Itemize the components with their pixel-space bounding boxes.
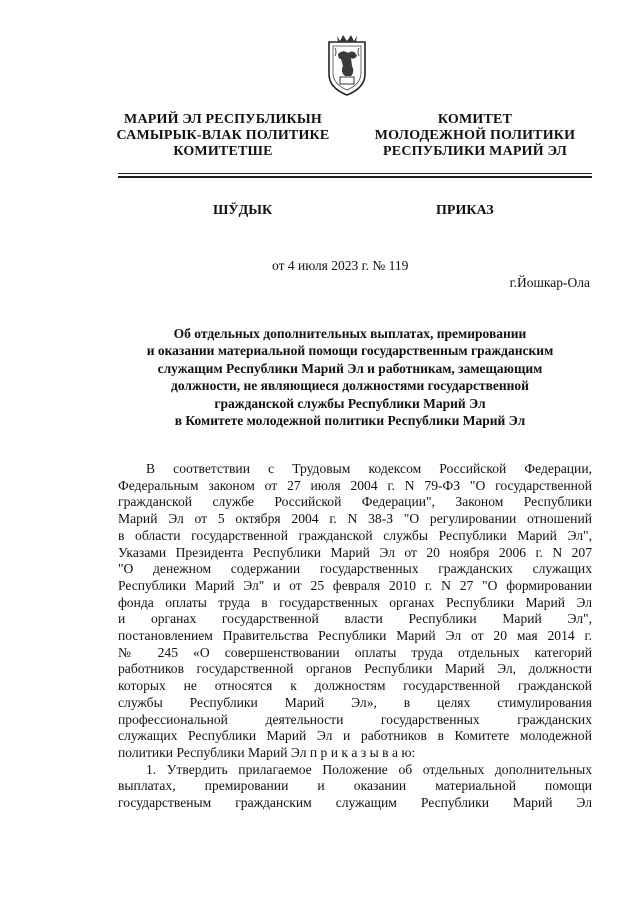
header-divider-thin bbox=[118, 173, 592, 174]
title-line: служащим Республики Марий Эл и работникам, замещающим bbox=[157, 360, 543, 376]
body-line: профессиональной деятельности государственных гражданских bbox=[118, 711, 592, 727]
document-title bbox=[110, 325, 590, 429]
document-place: г.Йошкар-Ола bbox=[509, 275, 590, 290]
body-line: выплатах, премировании и оказании материальной помощи bbox=[118, 778, 592, 794]
header-divider-thick bbox=[118, 176, 592, 178]
body-line: служащих Республики Марий Эл и работников в Комитете молодежной bbox=[118, 728, 592, 744]
document-date: от 4 июля 2023 г. № 119 bbox=[272, 258, 409, 273]
body-line: Республики Марий Эл" и от 25 февраля 2010 г. N 27 "О формировании bbox=[118, 577, 592, 593]
header-right-line: РЕСПУБЛИКИ МАРИЙ ЭЛ bbox=[383, 144, 567, 159]
title-line: гражданской службы Республики Марий Эл bbox=[214, 395, 486, 411]
document-type-mari: ШӰДЫК bbox=[213, 203, 273, 218]
body-line: и органах государственной власти Республики Марий Эл", bbox=[118, 611, 592, 627]
title-line: Об отдельных дополнительных выплатах, премировании bbox=[173, 326, 527, 341]
body-line: которых не относятся к должностям государственной гражданской bbox=[118, 678, 592, 694]
body-line: "О денежном содержании государственных гражданских служащих bbox=[118, 561, 592, 577]
body-line: В соответствии с Трудовым кодексом Российской Федерации, bbox=[146, 461, 592, 476]
coat-of-arms-icon bbox=[321, 32, 373, 98]
document-type-russian: ПРИКАЗ bbox=[436, 203, 494, 218]
body-line: политики Республики Марий Эл п р и к а з ы в а ю: bbox=[118, 744, 416, 760]
body-line: в области государственной гражданской службы Республики Марий Эл", bbox=[118, 527, 592, 543]
header-left-line: КОМИТЕТШЕ bbox=[173, 144, 273, 159]
header-left-block bbox=[98, 112, 348, 160]
title-line: и оказании материальной помощи государственным гражданским bbox=[146, 343, 554, 359]
header-right-line: КОМИТЕТ bbox=[437, 112, 513, 127]
body-line: № 245 «О совершенствовании оплаты труда отдельных категорий bbox=[118, 644, 592, 660]
body-line: Федеральным законом от 27 июля 2004 г. N 79-ФЗ "О государственной bbox=[118, 477, 592, 493]
body-line: постановлением Правительства Республики Марий Эл от 20 мая 2014 г. bbox=[118, 628, 592, 644]
header-left-line: САМЫРЫК-ВЛАК ПОЛИТИКЕ bbox=[116, 128, 330, 143]
title-line: в Комитете молодежной политики Республики Марий Эл bbox=[174, 413, 526, 429]
body-line: службы Республики Марий Эл», в целях стимулирования bbox=[118, 694, 592, 710]
body-line: государственым гражданским служащим Республики Марий Эл bbox=[118, 795, 592, 811]
body-line: Марий Эл от 5 октября 2004 г. N 38-З "О регулировании отношений bbox=[118, 511, 592, 527]
header-left-line: МАРИЙ ЭЛ РЕСПУБЛИКЫН bbox=[124, 112, 322, 127]
header-right-block bbox=[360, 112, 590, 160]
body-line: Указами Президента Республики Марий Эл от 20 ноября 2006 г. N 207 bbox=[118, 544, 592, 560]
body-line: гражданской службе Российской Федерации", Законом Республики bbox=[118, 494, 592, 510]
header-right-line: МОЛОДЕЖНОЙ ПОЛИТИКИ bbox=[374, 128, 576, 143]
title-line: должности, не являющиеся должностями государственной bbox=[171, 378, 529, 394]
document-body bbox=[118, 461, 592, 812]
body-line: 1. Утвердить прилагаемое Положение об отдельных дополнительных bbox=[146, 761, 592, 777]
body-line: фонда оплаты труда в государственных органах Республики Марий Эл bbox=[118, 594, 592, 610]
body-line: работников государственной органов Республики Марий Эл, должности bbox=[118, 661, 592, 677]
